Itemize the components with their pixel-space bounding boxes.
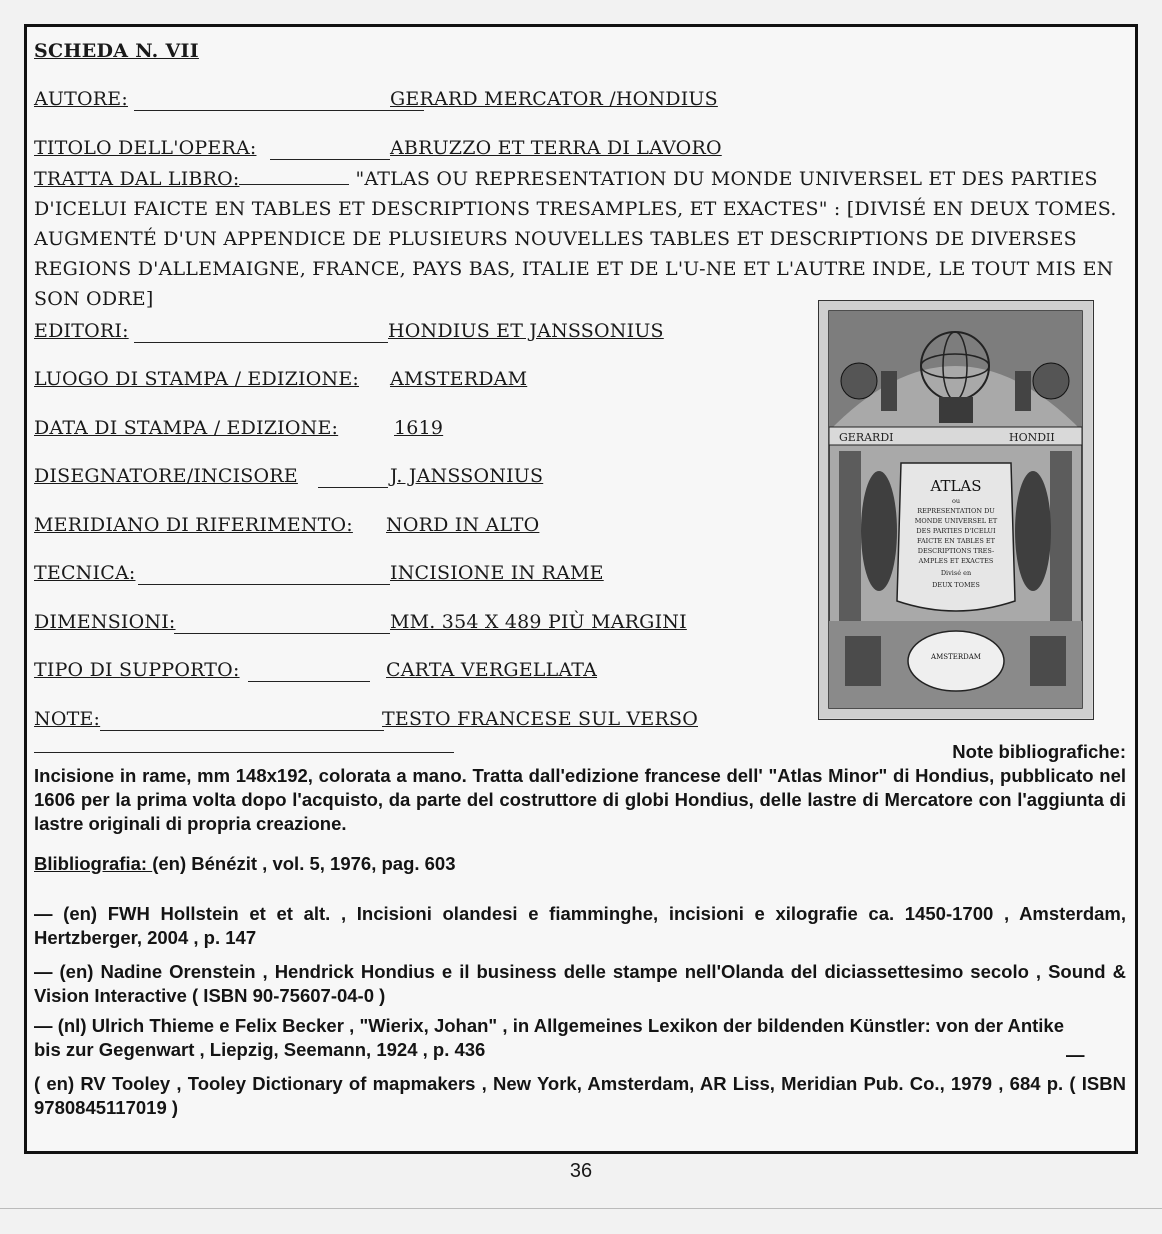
- ref-item-1: — (en) Nadine Orenstein , Hendrick Hondius e il business delle stampe nell'Olanda del diciassettesimo secolo , Sound & Vision Interactive ( ISBN 90-75607-04-0 ): [34, 961, 1126, 1006]
- bibliografia-label: Blibliografia:: [34, 853, 153, 874]
- field-data-value: 1619: [394, 417, 444, 439]
- field-note-value: TESTO FRANCESE SUL VERSO: [382, 708, 698, 730]
- bibliografia-line: [34, 852, 1126, 876]
- atlas-title-plate-image: [818, 300, 1094, 720]
- atlas-plate-svg: [819, 301, 1092, 718]
- plate-line-0: ou: [951, 497, 961, 505]
- field-meridiano-value: NORD IN ALTO: [386, 514, 540, 536]
- plate-line-3: DES PARTIES D'ICELUI: [916, 527, 996, 535]
- field-tratta: [34, 164, 1124, 314]
- field-disegnatore-value: J. JANSSONIUS: [390, 465, 544, 487]
- field-luogo-value: AMSTERDAM: [390, 368, 528, 390]
- biblio-notes-label: Note bibliografiche:: [952, 741, 1126, 762]
- plate-line-2: MONDE UNIVERSEL ET: [914, 517, 998, 525]
- field-tecnica-line: [138, 584, 390, 585]
- field-autore-label: AUTORE:: [34, 88, 128, 110]
- field-note-line: [100, 730, 384, 731]
- field-tratta-line: [239, 184, 349, 185]
- field-luogo-label: LUOGO DI STAMPA / EDIZIONE:: [34, 368, 359, 390]
- field-titolo-value: ABRUZZO ET TERRA DI LAVORO: [390, 137, 722, 159]
- page-bottom-rule: [0, 1208, 1162, 1209]
- field-autore-value: GERARD MERCATOR /HONDIUS: [390, 88, 718, 110]
- field-tecnica-label: TECNICA:: [34, 562, 136, 584]
- ref-item-2: — (nl) Ulrich Thieme e Felix Becker , "Wierix, Johan" , in Allgemeines Lexikon der bildenden Künstler: von der Antike bis zur Gegenwart , Liepzig, Seemann, 1924 , p. 436: [34, 1015, 1064, 1060]
- plate-line-6: AMPLES ET EXACTES: [918, 557, 994, 565]
- plate-title: ATLAS: [930, 477, 982, 495]
- field-meridiano-label: MERIDIANO DI RIFERIMENTO:: [34, 514, 353, 536]
- plate-line-5: DESCRIPTIONS TRES-: [917, 547, 995, 555]
- field-data-label: DATA DI STAMPA / EDIZIONE:: [34, 417, 339, 439]
- field-editori-value: HONDIUS ET JANSSONIUS: [388, 320, 664, 342]
- field-autore-line: [134, 110, 424, 111]
- field-supporto-label: TIPO DI SUPPORTO:: [34, 659, 240, 681]
- plate-line-1: REPRESENTATION DU: [917, 507, 995, 515]
- page-number: 36: [569, 1160, 593, 1182]
- field-dimensioni-line: [174, 633, 390, 634]
- bibliografia-first: (en) Bénézit , vol. 5, 1976, pag. 603: [152, 853, 456, 874]
- field-titolo-line: [270, 159, 390, 160]
- field-disegnatore-label: DISEGNATORE/INCISORE: [34, 465, 298, 487]
- field-tratta-value: "ATLAS OU REPRESENTATION DU MONDE UNIVERSEL ET DES PARTIES D'ICELUI FAICTE EN TABLES ET DESCRIPTIONS TRESAMPLES, ET EXACTES" : [DIVISÉ EN DEUX TOMES. AUGMENTÉ D'UN APPENDICE DE PLUSIEURS NOUVELLES TABLES ET DESCRIPTIONS DE DIVERSES REGIONS D'ALLEMAIGNE, FRANCE, PAYS BAS, ITALIE ET DE L'U-NE ET L'AUTRE INDE, LE TOUT MIS EN SON ODRE]: [34, 168, 1117, 310]
- ref-item-0: — (en) FWH Hollstein et et alt. , Incisioni olandesi e fiamminghe, incisioni e xilografie ca. 1450-1700 , Amsterdam, Hertzberger, 2004 , p. 147: [34, 903, 1126, 948]
- field-disegnatore-line: [318, 487, 388, 488]
- field-tecnica-value: INCISIONE IN RAME: [390, 562, 604, 584]
- field-editori-line: [134, 342, 388, 343]
- field-dimensioni-value: MM. 354 X 489 PIÙ MARGINI: [390, 611, 687, 633]
- card-heading: SCHEDA N. VII: [34, 40, 199, 62]
- biblio-notes-label-line: [34, 740, 1126, 764]
- plate-imprint: AMSTERDAM: [931, 653, 981, 661]
- biblio-notes-text: Incisione in rame, mm 148x192, colorata a mano. Tratta dall'edizione francese dell' "Atlas Minor" di Hondius, pubblicato nel 1606 per la prima volta dopo l'acquisto, da parte del costruttore di globi Hondius, delle lastre di Mercatore con l'aggiunta di lastre originali di propria creazione.: [34, 765, 1126, 834]
- plate-banner-left: GERARDI: [839, 431, 894, 444]
- field-tratta-label: TRATTA DAL LIBRO:: [34, 168, 240, 190]
- ref-item-4: ( en) RV Tooley , Tooley Dictionary of mapmakers , New York, Amsterdam, AR Liss, Meridian Pub. Co., 1979 , 684 p. ( ISBN 9780845117019 ): [34, 1073, 1126, 1118]
- field-editori-label: EDITORI:: [34, 320, 129, 342]
- plate-line-7: Divisé en: [940, 569, 972, 577]
- field-dimensioni-label: DIMENSIONI:: [34, 611, 176, 633]
- field-supporto-line: [248, 681, 370, 682]
- plate-line-4: FAICTE EN TABLES ET: [917, 537, 995, 545]
- ref-item-3: —: [1066, 1044, 1085, 1065]
- field-titolo-label: TITOLO DELL'OPERA:: [34, 137, 257, 159]
- plate-banner-right: HONDII: [1009, 431, 1055, 444]
- plate-line-8: DEUX TOMES: [932, 581, 980, 589]
- field-supporto-value: CARTA VERGELLATA: [386, 659, 598, 681]
- field-note-label: NOTE:: [34, 708, 101, 730]
